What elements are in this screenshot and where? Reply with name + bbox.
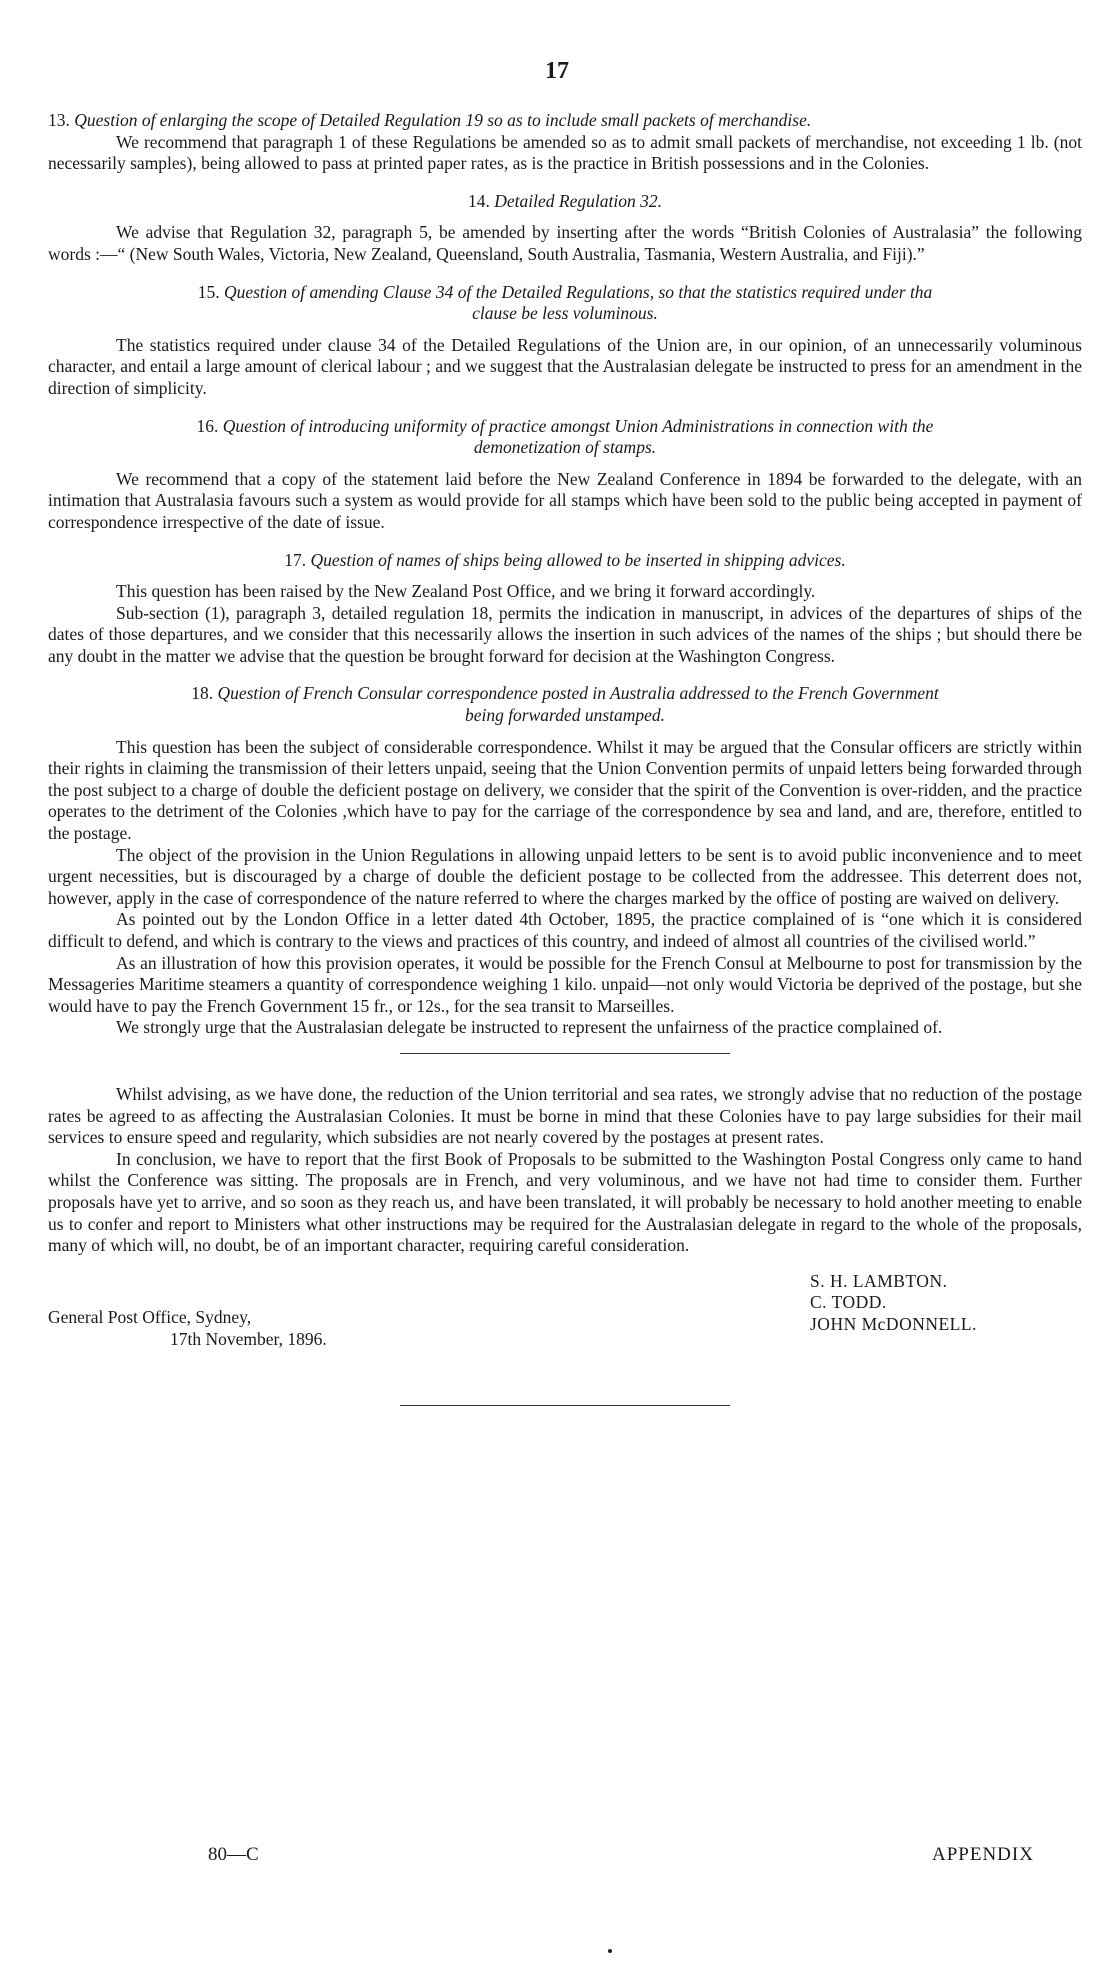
section-16-number: 16. (196, 415, 219, 436)
section-17-title: Question of names of ships being allowed to be inserted in shipping advices. (310, 549, 846, 570)
section-15-number: 15. (197, 281, 220, 302)
section-14-number: 14. (468, 190, 490, 211)
section-14-title: Detailed Regulation 32. (494, 190, 662, 211)
section-18-paragraph-3: As pointed out by the London Office in a letter dated 4th October, 1895, the practice complained of is “one which it is considered difficult to defend, and which is contrary to the views and practices of this country, and indeed of almost all countries of the civilised world.” (48, 909, 1082, 951)
section-15-heading (48, 282, 1082, 304)
closing-paragraph-1: Whilst advising, as we have done, the reduction of the Union territorial and sea rates, we strongly advise that no reduction of the postage rates be agreed to as affecting the Australasian Colonies. It must be borne in mind that these Colonies have to pay large subsidies for their mail services to ensure speed and regularity, which subsidies are not nearly covered by the postages at present rates. (48, 1083, 1082, 1148)
section-15-title-line-1: Question of amending Clause 34 of the Detailed Regulations, so that the statistics required under tha (223, 281, 933, 302)
section-13-heading (48, 110, 1082, 132)
signatory-3: JOHN McDONNELL. (810, 1313, 977, 1334)
section-15-title-line-2: clause be less voluminous. (472, 303, 658, 324)
section-16-title-line-2: demonetization of stamps. (473, 437, 657, 458)
section-14-paragraph-1: We advise that Regulation 32, paragraph 5, be amended by inserting after the words “British Colonies of Australasia” the following words :—“ (New South Wales, Victoria, New Zealand, Queensland, South Australia, Tasmania, Western Australia, and Fiji).” (48, 222, 1082, 264)
section-18-title-line-2: being forwarded unstamped. (464, 705, 666, 726)
section-17-heading (48, 550, 1082, 572)
section-17-paragraph-1: This question has been raised by the New Zealand Post Office, and we bring it forward accordingly. (116, 581, 816, 602)
section-18-title-line-1: Question of French Consular correspondence posted in Australia addressed to the French Government (217, 683, 939, 704)
section-18-heading (48, 683, 1082, 705)
section-17-paragraph-2: Sub-section (1), paragraph 3, detailed regulation 18, permits the indication in manuscript, in advices of the departures of ships of the dates of those departures, and we consider that this necessarily allows the insertion in such advices of the names of the ships ; but should there be any doubt in the matter we advise that the question be brought forward for decision at the Washington Congress. (48, 602, 1082, 666)
section-18-number: 18. (191, 683, 214, 704)
stray-mark (608, 1949, 612, 1953)
closing-divider (400, 1405, 730, 1406)
section-18-paragraph-5: We strongly urge that the Australasian delegate be instructed to represent the unfairness of the practice complained of. (116, 1017, 943, 1038)
signature-block (48, 1271, 1082, 1361)
section-16-paragraph-1: We recommend that a copy of the statement laid before the New Zealand Conference in 1894 be forwarded to the delegate, with an intimation that Australasia favours such a system as would provide for all stamps which have been sold to the public being accepted in payment of correspondence irrespective of the date of issue. (48, 468, 1082, 532)
signatories (810, 1271, 977, 1336)
section-18-paragraph-1: This question has been the subject of considerable correspondence. Whilst it may be argued that the Consular officers are strictly within their rights in claiming the transmission of their letters unpaid, seeing that the Union Convention permits of unpaid letters being forwarded through the post subject to a charge of double the deficient postage on delivery, we consider that the spirit of the Convention is over-ridden, and the practice operates to the detriment of the Colonies ,which have to pay for the carriage of the correspondence by sea and land, and are, therefore, entitled to the postage. (48, 736, 1082, 844)
section-17-number: 17. (284, 549, 307, 570)
section-divider (400, 1053, 730, 1054)
section-13-number: 13. (48, 110, 70, 130)
page-number: 17 (545, 58, 569, 84)
signing-place: General Post Office, Sydney, (48, 1306, 252, 1327)
signatory-2: C. TODD. (810, 1292, 887, 1313)
section-14-heading (48, 191, 1082, 213)
section-16-heading (48, 416, 1082, 438)
section-13-paragraph-1: We recommend that paragraph 1 of these Regulations be amended so as to admit small packets of merchandise, not exceeding 1 lb. (not necessarily samples), being allowed to pass at printed paper rates, as is the practice in British possessions and in the Colonies. (48, 131, 1082, 174)
section-13-title: Question of enlarging the scope of Detailed Regulation 19 so as to include small packets of merchandise. (74, 110, 812, 130)
signatory-1: S. H. LAMBTON. (810, 1270, 948, 1291)
closing-paragraph-2: In conclusion, we have to report that the first Book of Proposals to be submitted to the Washington Postal Congress only came to hand whilst the Conference was sitting. The proposals are in French, and very voluminous, and we have not had time to consider them. Further proposals have yet to arrive, and so soon as they reach us, and have been translated, it will probably be necessary to hold another meeting to enable us to confer and report to Ministers what other instructions may be required for the Australasian delegate in regard to the whole of the proposals, many of which will, no doubt, be of an important character, requiring careful consideration. (48, 1148, 1082, 1256)
footer-catchword: APPENDIX (932, 1844, 1034, 1865)
section-18-paragraph-4: As an illustration of how this provision operates, it would be possible for the French Consul at Melbourne to post for transmission by the Messageries Maritime steamers a quantity of correspondence weighing 1 kilo. unpaid—not only would Victoria be deprived of the postage, but she would have to pay the French Government 15 fr., or 12s., for the sea transit to Marseilles. (48, 952, 1082, 1016)
signing-date: 17th November, 1896. (170, 1328, 327, 1349)
section-15-paragraph-1: The statistics required under clause 34 of the Detailed Regulations of the Union are, in our opinion, of an unnecessarily voluminous character, and entail a large amount of clerical labour ; and we suggest that the Australasian delegate be instructed to press for an amendment in the direction of simplicity. (48, 334, 1082, 398)
section-16-title-line-1: Question of introducing uniformity of practice amongst Union Administrations in connection with the (222, 415, 934, 436)
page-content (48, 110, 1082, 1406)
section-18-paragraph-2: The object of the provision in the Union Regulations in allowing unpaid letters to be sent is to avoid public inconvenience and to meet urgent necessities, but is discouraged by a charge of double the deficient postage to be collected from the addressee. This deterrent does not, however, apply in the case of correspondence of the nature referred to where the charges marked by the office of posting are waived on delivery. (48, 844, 1082, 908)
footer-signature-mark: 80—C (208, 1844, 259, 1865)
